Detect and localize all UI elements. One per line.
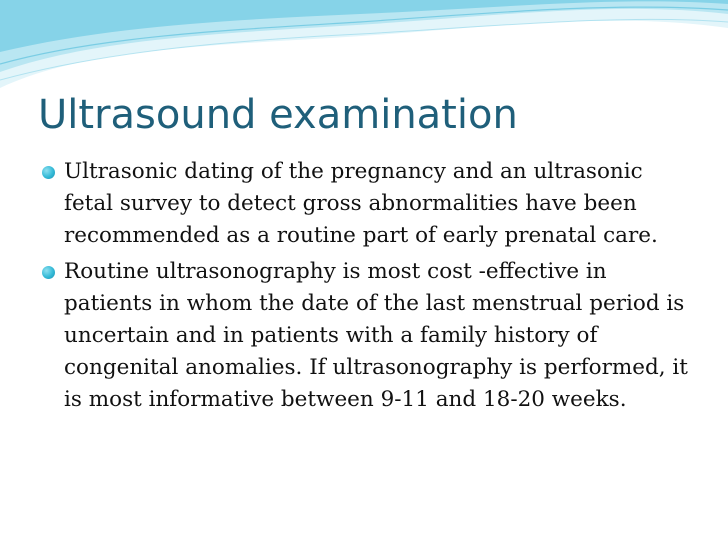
bullet-item (42, 256, 692, 416)
slide-title: Ultrasound examination (38, 92, 518, 138)
bullet-list (42, 156, 692, 420)
circle-bullet-icon (42, 166, 55, 179)
bullet-text: Ultrasonic dating of the pregnancy and an ultrasonic fetal survey to detect gross abnormalities have been recommended as a routine part of early prenatal care. (64, 159, 658, 248)
header-wave-decoration (0, 0, 728, 100)
bullet-text: Routine ultrasonography is most cost -effective in patients in whom the date of the last menstrual period is uncertain and in patients with a family history of congenital anomalies. If ultrasonography is performed, it is most informative between 9-11 and 18-20 weeks. (64, 259, 688, 412)
bullet-item (42, 156, 692, 252)
circle-bullet-icon (42, 266, 55, 279)
